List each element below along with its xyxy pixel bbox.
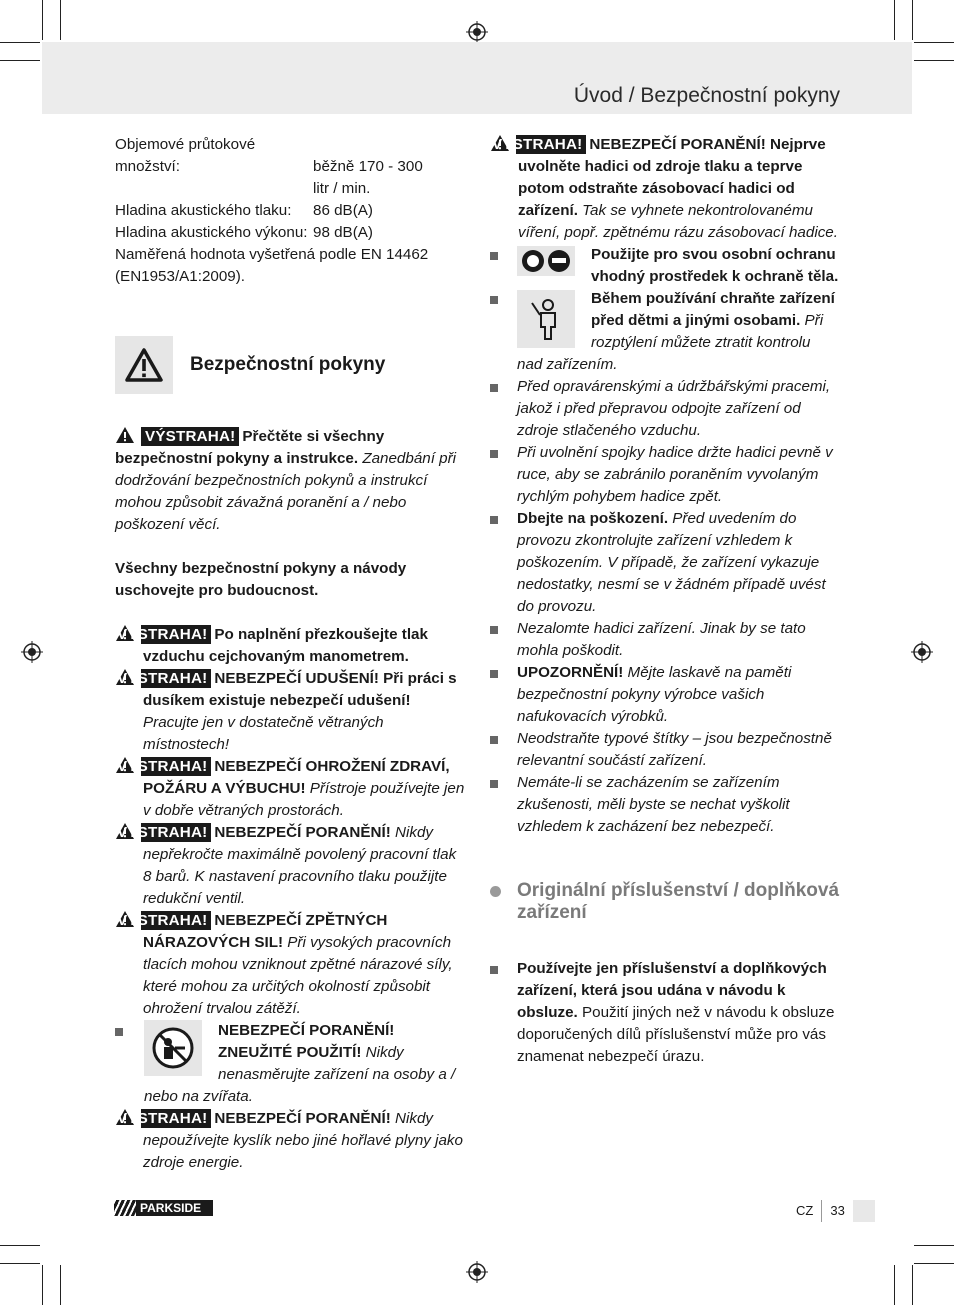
warning-fire-explosion (115, 756, 465, 822)
warning-bold-text: Po naplnění přezkoušejte tlak vzduchu cejchovaným manometrem. (143, 626, 428, 665)
warning-bold-text: NEBEZPEČÍ UDUŠENÍ! Při práci s dusíkem existuje nebezpečí udušení! (143, 670, 457, 709)
bullet-hose-coupling: Při uvolnění spojky hadice držte hadici pevně v ruce, aby se zabránilo poraněním vyvolaným rychlým pohybem hadice zpět. (490, 442, 840, 508)
bullet-notice (490, 662, 840, 728)
crop-mark (894, 0, 895, 40)
spec-label: Hladina akustického tlaku: (115, 202, 292, 219)
footer-divider (821, 1200, 822, 1222)
bullet-bold-text: Během používání chraňte zařízení před dětmi a jinými osobami. (591, 290, 835, 329)
bullet-normal-text: Použití jiných než v návodu k obsluze doporučených dílů příslušenství může pro vás znamenat nebezpečí úrazu. (517, 1004, 835, 1065)
spec-value: běžně 170 - 300 (313, 158, 423, 175)
crop-mark (912, 1265, 913, 1305)
crop-mark (914, 60, 954, 61)
brand-name: PARKSIDE (140, 1201, 202, 1215)
spec-row (115, 156, 465, 178)
spec-label: množství: (115, 158, 180, 175)
bullet-bold-text: UPOZORNĚNÍ! (517, 664, 624, 681)
crop-mark (60, 0, 61, 40)
bullet-bold-text: Dbejte na poškození. (517, 510, 669, 527)
spec-row (115, 200, 465, 222)
right-column (490, 134, 840, 1068)
warning-bold-text: NEBEZPEČÍ ZPĚTNÝCH NÁRAZOVÝCH SIL! (143, 912, 388, 951)
warning-badge: VÝSTRAHA! (141, 1109, 211, 1128)
warning-italic-text: Přístroje používejte jen v dobře větraných prostorách. (143, 780, 465, 819)
warning-bold-text: NEBEZPEČÍ OHROŽENÍ ZDRAVÍ, POŽÁRU A VÝBUCHU! (143, 758, 450, 797)
keep-instructions-note: Všechny bezpečnostní pokyny a návody uschovejte pro budoucnost. (115, 560, 407, 599)
crop-mark (0, 1245, 40, 1246)
spec-value: 98 dB(A) (313, 224, 373, 241)
crop-mark (914, 1263, 954, 1264)
bullet-misuse (115, 1020, 465, 1108)
warning-badge: VÝSTRAHA! (141, 911, 211, 930)
spec-note: Naměřená hodnota vyšetřená podle EN 14462 (EN1953/A1:2009). (115, 246, 429, 285)
keep-children-away-icon (517, 290, 575, 348)
warning-badge: VÝSTRAHA! (141, 757, 211, 776)
left-column (115, 134, 465, 1174)
spec-value (313, 134, 465, 156)
page-footer (796, 1200, 875, 1222)
accessories-heading: Originální příslušenství / doplňková zařízení (490, 880, 840, 924)
spec-value: 86 dB(A) (313, 202, 373, 219)
warning-badge: VÝSTRAHA! (141, 669, 211, 688)
warning-read-instructions (115, 426, 465, 536)
spec-table (115, 134, 465, 288)
bullet-protective-equipment (490, 244, 840, 288)
warning-suffocation (115, 668, 465, 756)
warning-italic-text: Tak se vyhnete nekontrolovanému víření, popř. zpětnému rázu zásobovací hadice. (518, 202, 838, 241)
spec-label: Hladina akustického výkonu: (115, 224, 308, 241)
page-number: 33 (830, 1203, 845, 1218)
spec-value: litr / min. (313, 180, 371, 197)
protective-gear-icon (517, 246, 575, 276)
warning-italic-text: Zanedbání při dodržování bezpečnostních pokynů a instrukcí mohou způsobit závažná poranění a / nebo poškození věcí. (115, 450, 457, 533)
no-aim-at-people-icon (144, 1020, 202, 1076)
crop-mark (42, 1265, 43, 1305)
crop-mark (60, 1265, 61, 1305)
bullet-italic-text: Nikdy nenasměrujte zařízení na osoby a / nebo na zvířata. (144, 1044, 456, 1105)
crop-mark (0, 42, 40, 43)
warning-triangle-icon (115, 426, 135, 444)
spec-label (115, 178, 313, 200)
crop-mark (0, 1263, 40, 1264)
bullet-bold-text: Používejte jen příslušenství a doplňkových zařízení, která jsou udána v návodu k obsluze. (517, 960, 827, 1021)
warning-bold-text: NEBEZPEČÍ PORANĚNÍ! (214, 824, 391, 841)
crop-mark (894, 1265, 895, 1305)
warning-italic-text: Při vysokých pracovních tlacích mohou vzniknout zpětné nárazové síly, které mohou za určitých okolností způsobit ohrožení trvalou zátěží. (143, 934, 453, 1017)
section-title: Bezpečnostní pokyny (190, 354, 386, 375)
bullet-bold-text: Použijte pro svou osobní ochranu vhodný prostředek k ochraně těla. (591, 246, 839, 285)
warning-bold-text: NEBEZPEČÍ PORANĚNÍ! Nejprve uvolněte hadici od zdroje tlaku a teprve potom odstraňte zásobovací hadici od zařízení. (518, 136, 826, 219)
bullet-damage-check (490, 508, 840, 618)
warning-italic-text: Nikdy nepoužívejte kyslík nebo jiné hořlavé plyny jako zdroje energie. (143, 1110, 463, 1171)
bullet-accessories (490, 958, 840, 1068)
bullet-maintenance: Před opravárenskými a údržbářskými pracemi, jakož i před přepravou odpojte zařízení od zdroje stlačeného vzduchu. (490, 376, 840, 442)
spec-row (115, 178, 465, 200)
crop-mark (912, 0, 913, 40)
crop-mark (42, 0, 43, 40)
registration-mark-icon (466, 1261, 488, 1283)
registration-mark-icon (466, 21, 488, 43)
logo-stripes (114, 1200, 136, 1216)
warning-badge: VÝSTRAHA! (141, 823, 211, 842)
spec-label: Objemové průtokové (115, 136, 256, 153)
bullet-italic-text: Mějte laskavě na paměti bezpečnostní pokyny výrobce vašich nafukovacích výrobků. (517, 664, 792, 725)
warning-manometer (115, 624, 465, 668)
page-tab (853, 1200, 875, 1222)
registration-mark-icon (911, 641, 933, 663)
warning-badge: VÝSTRAHA! (141, 625, 211, 644)
crop-mark (0, 60, 40, 61)
spec-row (115, 134, 465, 156)
warning-bold-text: Přečtěte si všechny bezpečnostní pokyny a instrukce. (115, 428, 385, 467)
safety-section-header (115, 336, 465, 394)
warning-bold-text: NEBEZPEČÍ PORANĚNÍ! (214, 1110, 391, 1127)
bullet-training: Nemáte-li se zacházením se zařízením zkušenosti, měli byste se nechat vyškolit vzhledem k zacházení bez nebezpečí. (490, 772, 840, 838)
warning-badge: VÝSTRAHA! (141, 427, 239, 446)
parkside-logo (114, 1200, 213, 1216)
page-title: Úvod / Bezpečnostní pokyny (573, 84, 840, 107)
spec-row (115, 222, 465, 244)
crop-mark (914, 42, 954, 43)
warning-triangle-icon (115, 336, 173, 394)
warning-italic-text: Pracujte jen v dostatečně větraných místnostech! (143, 714, 384, 753)
warning-hose-release (490, 134, 840, 244)
language-code: CZ (796, 1203, 814, 1218)
crop-mark (914, 1245, 954, 1246)
warning-badge: VÝSTRAHA! (516, 135, 586, 154)
registration-mark-icon (21, 641, 43, 663)
bullet-italic-text: Před uvedením do provozu zkontrolujte zařízení vzhledem k poškozením. V případě, že zařízení vykazuje nedostatky, nesmí se v žádném případě uvést do provozu. (517, 510, 826, 615)
bullet-type-labels: Neodstraňte typové štítky – jsou bezpečnostně relevantní součástí zařízení. (490, 728, 840, 772)
bullet-italic-text: Při rozptýlení můžete ztratit kontrolu nad zařízením. (517, 312, 824, 373)
bullet-bold-text: NEBEZPEČÍ PORANĚNÍ! ZNEUŽITÉ POUŽITÍ! (218, 1022, 395, 1061)
warning-recoil (115, 910, 465, 1020)
warning-oxygen (115, 1108, 465, 1174)
bullet-children (490, 288, 840, 376)
bullet-kink-hose: Nezalomte hadici zařízení. Jinak by se tato mohla poškodit. (490, 618, 840, 662)
warning-injury-pressure (115, 822, 465, 910)
warning-italic-text: Nikdy nepřekročte maximálně povolený pracovní tlak 8 barů. K nastavení pracovního tlaku použijte redukční ventil. (143, 824, 457, 907)
